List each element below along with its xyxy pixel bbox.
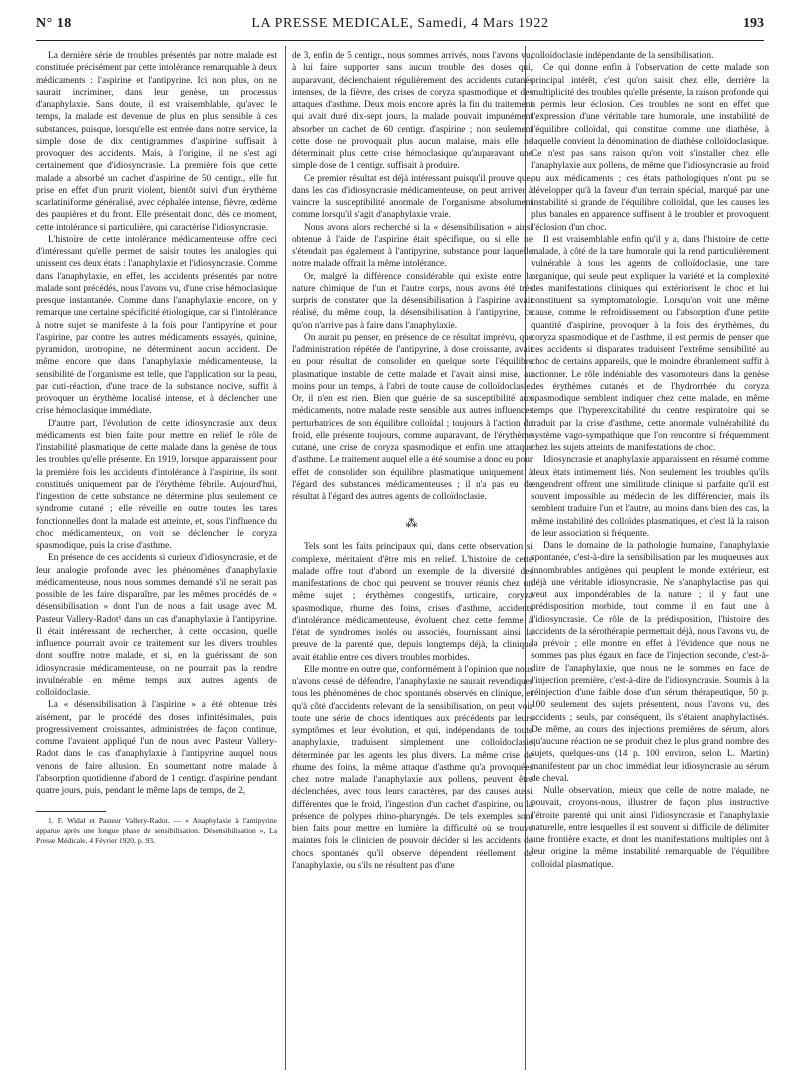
footnote: 1. F. Widal et Pasteur Vallery-Radot. — « Anaphylaxie à l'antipyrine apparue après une longue phase de sensibilisation. Désensibilisation », La Presse Médicale, 4 Février 1920, p. 93. xyxy=(36,816,277,846)
paragraph: Ce premier résultat est déjà intéressant puisqu'il prouve que, dans les cas d'idiosyncrasie médicamenteuse, on peut arriver à vaincre la susceptibilité anormale de l'organisme absolument comme lorsqu'il s'agit d'anaphylaxie vraie. xyxy=(292,173,533,221)
column-2 xyxy=(292,50,533,1074)
column-3 xyxy=(531,50,769,1074)
paragraph: Tels sont les faits principaux qui, dans cette observation si complexe, méritaient d'être mis en relief. L'histoire de cette malade offre tout d'abord un exemple de la diversité des manifestations de choc qui peuvent se trouver réunis chez un même sujet ; érythèmes congestifs, urticaire, coryza spasmodique, rhume des foins, crises d'asthme, accidents d'intolérance médicamenteuse, évoluent chez cette femme à l'état de syndromes isolés ou associés, fournissant ainsi la preuve de la parenté que, depuis longtemps déjà, la clinique avait établie entre ces divers troubles morbides. xyxy=(292,542,533,663)
paragraph: Idiosyncrasie et anaphylaxie apparaissent en résumé comme deux états intimement liés. Non seulement les troubles qu'ils engendrent offrent une similitude clinique si parfaite qu'il est souvent impossible au médecin de les différencier, mais ils semblent traduire l'un et l'autre, au moins dans bien des cas, la même instabilité des colloïdes plasmatiques, et c'est là la raison de leur association si fréquente. xyxy=(531,455,769,539)
paragraph: L'histoire de cette intolérance médicamenteuse offre ceci d'intéressant qu'elle permet de saisir toutes les analogies qui unissent ces deux états : l'anaphylaxie et l'idiosyncrasie. Comme dans l'anaphylaxie, en effet, les accidents présentés par notre malade sont précédés, nous l'avons vu, d'une crise hémoclasique presque instantanée. Comme dans l'anaphylaxie encore, on y remarque une certaine spécificité étiologique, car si l'intolérance à notre sujet se manifeste à la fois pour l'antipyrine et pour l'aspirine, par contre les autres médicaments essayés, quinine, pyramidon, urotropine, ne déterminent aucun accident. De même encore que dans l'anaphylaxie médicamenteuse, la sensibilité de l'organisme est telle, que l'application sur la peau, par cuti-réaction, d'une trace de la substance nocive, suffit à provoquer un érythème localisé intense, et à déclencher une crise hémoclasique immédiate. xyxy=(36,234,277,417)
paragraph: Ce qui donne enfin à l'observation de cette malade son principal intérêt, c'est qu'on saisit chez elle, derrière la multiplicité des troubles qu'elle présente, la raison profonde qui a permis leur éclosion. Ces troubles ne sont en effet que l'expression d'une véritable tare humorale, une instabilité de l'équilibre colloïdal, qui constitue comme une diathèse, à laquelle convient la dénomination de diathèse colloïdoclasique. Ce n'est pas sans raison qu'on voit s'installer chez elle l'anaphylaxie aux pollens, de même que l'idiosyncrasie au froid ou aux médicaments ; ces états pathologiques n'ont pu se développer qu'à la faveur d'un terrain spécial, marqué par une instabilité si grande de l'équilibre colloïdal, que les causes les plus banales en apparence suffisent à le troubler et provoquent l'éclosion d'un choc. xyxy=(531,63,769,233)
paragraph: de 3, enfin de 5 centigr., nous sommes arrivés, nous l'avons vu, à lui faire supporter sans aucun trouble des doses qui, auparavant, déclenchaient régulièrement des accidents cutanés intenses, de la fièvre, des crises de coryza spasmodique et des attaques d'asthme. Deux mois encore après la fin du traitement qui avait duré dix-sept jours, la malade pouvait impunément absorber un cachet de 60 centigr. d'aspirine ; non seulement cette dose ne provoquait plus aucun malaise, mais elle ne déterminait plus cette crise hémoclasique qu'auparavant une simple dose de 1 centigr. suffisait à produire. xyxy=(292,51,533,172)
paragraph: colloïdoclasie indépendante de la sensibilisation. xyxy=(531,51,714,61)
paragraph: On aurait pu penser, en présence de ce résultat imprévu, que l'administration répétée de l'antipyrine, à dose croissante, avait eu pour résultat de consolider en quelque sorte l'équilibre plasmatique instable de cette malade et l'avait ainsi mise, au moins pour un temps, à l'abri de toute cause de colloïdoclasie. Or, il n'en est rien. Bien que guérie de sa susceptibilité aux médicaments, notre malade reste sensible aux autres influences perturbatrices de son équilibre colloïdal ; toujours à l'action du froid, elle présente toujours, comme auparavant, de l'érythème cutané, une crise de coryza spasmodique et enfin une attaque d'asthme. Le traitement auquel elle a été soumise a donc eu pour effet de consolider son équilibre plasmatique uniquement à l'égard des substances médicamenteuses ; il n'a pas eu de résultat à l'égard des autres agents de colloïdoclasie. xyxy=(292,332,533,502)
issue-number: N° 18 xyxy=(36,16,72,31)
paragraph: En présence de ces accidents si curieux d'idiosyncrasie, et de leur analogie profonde avec les phénomènes d'anaphylaxie médicamenteuse, nous nous sommes demandé s'il ne serait pas possible de les faire disparaître, par les mêmes procédés de « désensibilisation » dont l'un de nous a fait usage avec M. Pasteur Vallery-Radot¹ dans un cas d'anaphylaxie à l'antipyrine. Il était intéressant de rechercher, à cette occasion, quelle influence pourrait avoir ce traitement sur les divers troubles dont souffre notre malade, et si, en la guérissant de son idiosyncrasie médicamenteuse, on ne pourrait pas la rendre invulnérable en même temps aux autres agents de colloïdoclasie. xyxy=(36,553,277,698)
column-divider xyxy=(285,46,286,1070)
column-1 xyxy=(36,50,277,1074)
paragraph: Nulle observation, mieux que celle de notre malade, ne pouvait, croyons-nous, illustrer de façon plus instructive l'étroite parenté qui unit ainsi l'idiosyncrasie et l'anaphylaxie naturelle, entre lesquelles il est souvent si difficile de délimiter une frontière exacte, et dont les manifestations multiples ont à leur origine la même instabilité remarquable de l'équilibre colloïdal plasmatique. xyxy=(531,786,769,870)
page-header xyxy=(36,14,764,41)
paragraph: La « désensibilisation à l'aspirine » a été obtenue très aisément, par le procédé des doses infinitésimales, puis progressivement croissantes, administrées de façon continue, comme l'avaient appliqué l'un de nous avec Pasteur Vallery-Radot dans le cas d'anaphylaxie à l'antipyrine auquel nous venons de faire allusion. En soumettant notre malade à l'absorption quotidienne d'abord de 1 centigr. d'aspirine pendant quatre jours, puis, pendant le même laps de temps, de 2, xyxy=(36,700,277,796)
section-asterism: ⁂ xyxy=(405,516,420,531)
paragraph: Nous avons alors recherché si la « désensibilisation » ainsi obtenue à l'aide de l'aspirine était spécifique, ou si elle ne s'étendait pas également à l'antipyrine, substance pour laquelle notre malade offrait la même intolérance. xyxy=(292,222,533,270)
paragraph: La dernière série de troubles présentés par notre malade est constituée précisément par cette intolérance remarquable à deux médicaments : l'aspirine et l'antipyrine. Ici non plus, on ne saurait incriminer, dans leur genèse, un processus d'anaphylaxie. Sans doute, il est vraisemblable, qu'avec le temps, la malade est devenue de plus en plus sensible à ces substances, puisque, lorsqu'elle est entrée dans notre service, la simple dose de dix centigrammes d'aspirine suffisait à provoquer des accidents. Mais, à l'origine, il ne s'est agi certainement que d'idiosyncrasie. La première fois que cette malade a absorbé un cachet d'aspirine de 50 centigr., elle fut prise en effet d'un prurit violent, bientôt suivi d'un érythème scarlatiniforme généralisé, avec céphalée intense, fièvre, œdème des paupières et du front. Elle présentait donc, dès ce moment, cette intolérance si particulière, qui caractérise l'idiosyncrasie. xyxy=(36,51,277,233)
paragraph: Or, malgré la différence considérable qui existe entre la nature chimique de l'un et l'autre corps, nous avons été très surpris de constater que la désensibilisation à l'aspirine avait réalisé, du même coup, la désensibilisation à l'antipyrine, ce qu'on n'arrive pas à faire dans l'anaphylaxie. xyxy=(292,271,533,331)
journal-title: LA PRESSE MEDICALE, Samedi, 4 Mars 1922 xyxy=(251,16,549,31)
footnote-rule xyxy=(36,811,106,812)
paragraph: Il est vraisemblable enfin qu'il y a, dans l'histoire de cette malade, à côté de la tare humorale qui la rend particulièrement vulnérable à tous les agents de colloïdoclasie, une tare organique, qui seule peut expliquer la variété et la complexité des manifestations cliniques qui extériorisent le choc et lui constituent sa symptomatologie. Lorsqu'on voit une même cause, comme le refroidissement ou l'absorption d'une petite quantité d'aspirine, provoquer à la fois des érythèmes, du coryza spasmodique et de l'asthme, il est permis de penser que ces accidents si disparates traduisent l'extrême sensibilité au choc de certains appareils, que le moindre ébranlement suffit à actionner. Le rôle indéniable des vasomoteurs dans la genèse des érythèmes cutanés et de l'hydrorrhée du coryza spasmodique semblent indiquer chez cette malade, en même temps que l'hyperexcitabilité du centre respiratoire qui se traduit par la crise d'asthme, cette anormale vulnérabilité du système vago-sympathique que l'on rencontre si fréquemment chez les sujets atteints de manifestations de choc. xyxy=(531,234,769,453)
paragraph: Dans le domaine de la pathologie humaine, l'anaphylaxie spontanée, c'est-à-dire la sensibilisation par les muqueuses aux innombrables antigènes qui peuplent le monde extérieur, est déjà une véritable idiosyncrasie. Ne s'anaphylactise pas qui veut aux impondérables de la nature ; il y faut une prédisposition morbide, tout comme il en faut une à l'idiosyncrasie. Ce rôle de la prédisposition, l'histoire des accidents de la sérothérapie permettait déjà, nous l'avons vu, de la prévoir ; elle montre en effet à l'évidence que nous ne sommes pas plus égaux en face de l'injection seconde, c'est-à-dire de l'anaphylaxie, que nous ne le sommes en face de l'injection première, c'est-à-dire de l'idiosyncrasie. Soumis à la réinjection d'une faible dose d'un sérum thérapeutique, 50 p. 100 seulement des sujets présentent, nous l'avons vu, des accidents ; seuls, par conséquent, ils s'étaient anaphylactisés. De même, au cours des injections premières de sérum, alors qu'aucune réaction ne se produit chez le plus grand nombre des sujets, quelques-uns (14 p. 100 environ, selon L. Martin) manifestent par un choc immédiat leur idiosyncrasie au sérum de cheval. xyxy=(531,541,769,784)
page-number: 193 xyxy=(743,16,764,31)
paragraph: Elle montre en outre que, conformément à l'opinion que nous n'avons cessé de défendre, l'anaphylaxie ne saurait revendiquer tous les phénomènes de choc spontanés observés en clinique, et qu'à côté d'accidents relevant de la sensibilisation, on peut voir toute une série de chocs identiques aux précédents par leurs symptômes et leur évolution, et qui, indépendants de toute anaphylaxie, traduisent simplement une colloïdoclasie déterminée par les agents les plus divers. La même crise de rhume des foins, la même attaque d'asthme qu'a provoquées chez notre malade l'anaphylaxie aux pollens, peuvent être déclenchées, avec tous leurs caractères, par des causes aussi différentes que le froid, l'ingestion d'un cachet d'aspirine, ou la présence de polypes rhino-pharyngés. De tels exemples sont bien faits pour mettre en lumière la difficulté où se trouve maintes fois le clinicien de pouvoir décider si les accidents de chocs spontanés qu'il observe dépendent réellement de l'anaphylaxie, ou s'ils ne résultent pas d'une xyxy=(292,664,533,871)
paragraph: D'autre part, l'évolution de cette idiosyncrasie aux deux médicaments est bien faite pour mettre en relief le rôle de l'instabilité plasmatique de cette malade dans la genèse de tous les troubles qu'elle présente. En 1919, lorsque apparaissent pour la première fois les accidents d'intolérance à l'aspirine, ils sont constitués uniquement par de l'érythème fébrile. Aujourd'hui, l'ingestion de cette substance ne détermine plus seulement ce syndrome cutané ; elle réveille en outre toutes les tares fonctionnelles dont la malade est atteinte, et, sous l'influence du choc médicamenteux, on voit se déclencher le coryza spasmodique, puis la crise d'asthme. xyxy=(36,418,277,551)
